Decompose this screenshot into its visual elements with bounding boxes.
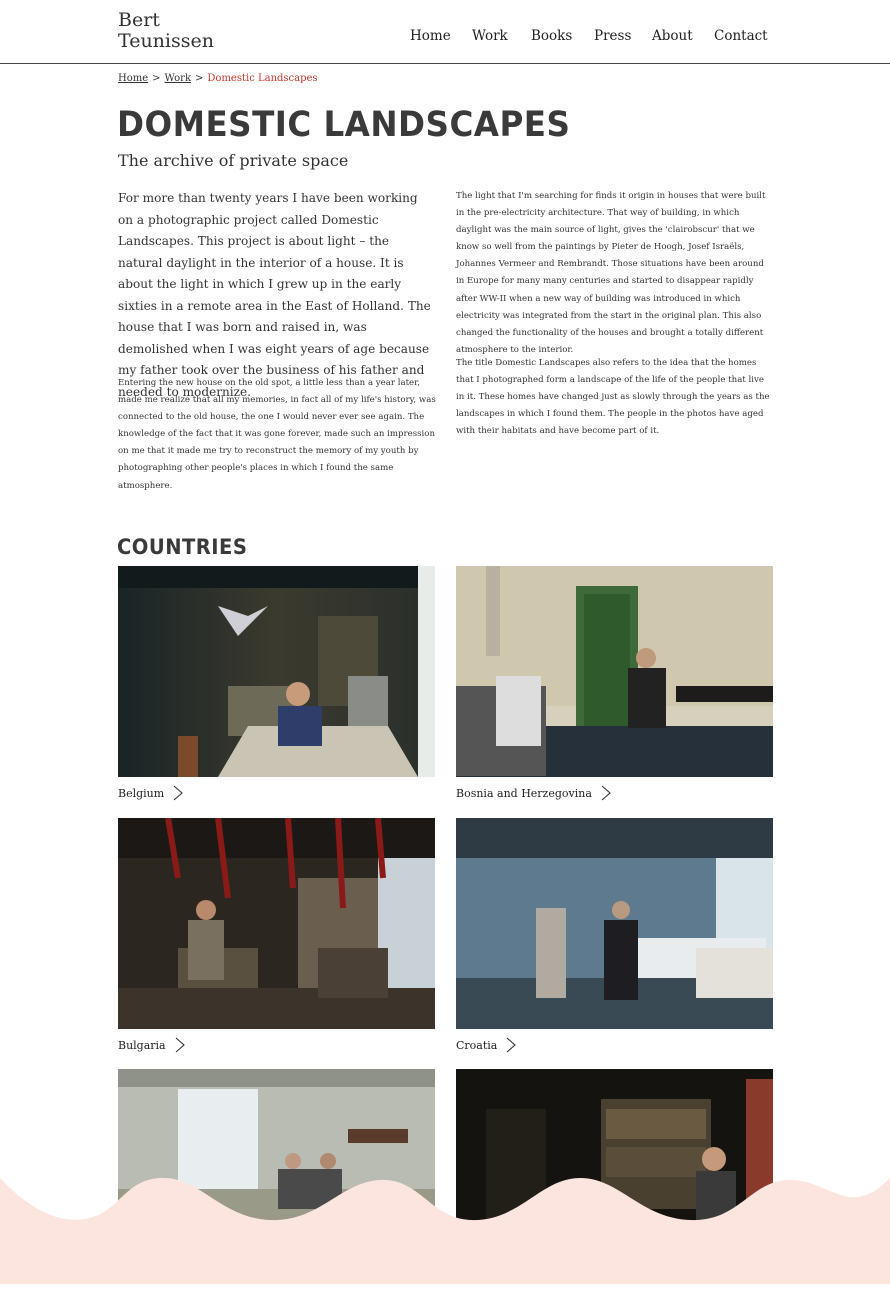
country-caption[interactable] [118,784,435,802]
country-card-belgium[interactable] [118,566,435,802]
country-card-bosnia-and-herzegovina[interactable] [456,566,773,802]
nav-home[interactable]: Home [410,28,451,44]
intro-paragraph-2: Entering the new house on the old spot, a little less than a year later, made me realize that all my memories, in fact all of my life's history, was connected to the old house, the one I would never ever see again. The knowledge of the fact that it was gone forever, made such an impression on me that it made me try to reconstruct the memory of my youth by photographing other people's places in which I found the same atmosphere. [118,378,436,491]
breadcrumb-work[interactable]: Work [164,73,192,84]
country-photo[interactable] [456,566,773,777]
country-photo[interactable] [118,566,435,777]
footer-wave [0,1170,890,1284]
country-caption[interactable] [118,1287,435,1305]
breadcrumb-current: Domestic Landscapes [207,73,318,84]
country-label[interactable]: Belgium [118,786,165,800]
page-title: DOMESTIC LANDSCAPES [117,105,571,145]
page-subtitle: The archive of private space [118,151,349,170]
intro-paragraph-4: The title Domestic Landscapes also refers to the idea that the homes that I photographed form a landscape of the life of the people that live in it. These homes have changed just as slowly through the years as the landscapes in which I found them. The people in the photos have aged with their habitats and have become part of it. [456,358,770,437]
country-caption[interactable] [456,1036,773,1054]
country-card-bulgaria[interactable] [118,818,435,1054]
country-caption[interactable] [456,1287,773,1305]
country-photo[interactable] [118,818,435,1029]
country-caption[interactable] [118,1036,435,1054]
lead-paragraph: For more than twenty years I have been working on a photographic project called Domestic Landscapes. This project is about light – the natural daylight in the interior of a house. It is about the light in which I grew up in the early sixties in a remote area in the East of Holland. The house that I was born and raised in, was demolished when I was eight years of age because my father took over the business of his father and needed to modernize. [118,191,431,399]
site-header [0,0,890,64]
main-nav [0,28,890,48]
intro-paragraph-3: The light that I'm searching for finds it origin in houses that were built in the pre-electricity architecture. That way of building, in which daylight was the main source of light, gives the 'clairobscur' that we know so well from the paintings by Pieter de Hoogh, Josef Israëls, Johannes Vermeer and Rembrandt. Those situations have been around in Europe for many many centuries and started to disappear rapidly after WW-II when a new way of building was introduced in which electricity was integrated from the start in the original plan. This also changed the functionality of the houses and brought a totally different atmosphere to the interior. [456,191,766,355]
nav-contact[interactable]: Contact [714,28,768,44]
nav-work[interactable]: Work [472,28,508,44]
breadcrumb [118,73,318,84]
nav-books[interactable]: Books [531,28,573,44]
breadcrumb-separator: > [195,73,204,84]
country-label[interactable]: Bulgaria [118,1038,166,1052]
logo-line-1: Bert [118,9,160,31]
countries-heading: COUNTRIES [117,535,248,559]
chevron-right-icon[interactable] [599,785,613,801]
country-card-croatia[interactable] [456,818,773,1054]
country-label[interactable]: Croatia [456,1038,498,1052]
chevron-right-icon[interactable] [173,1037,187,1053]
logo-line-2: Teunissen [118,30,214,52]
chevron-right-icon[interactable] [171,785,185,801]
country-caption[interactable] [456,784,773,802]
country-photo[interactable] [456,818,773,1029]
chevron-right-icon[interactable] [504,1037,518,1053]
nav-about[interactable]: About [652,28,693,44]
country-label[interactable]: Bosnia and Herzegovina [456,786,592,800]
nav-press[interactable]: Press [594,28,632,44]
breadcrumb-home[interactable]: Home [118,73,149,84]
breadcrumb-separator: > [152,73,161,84]
